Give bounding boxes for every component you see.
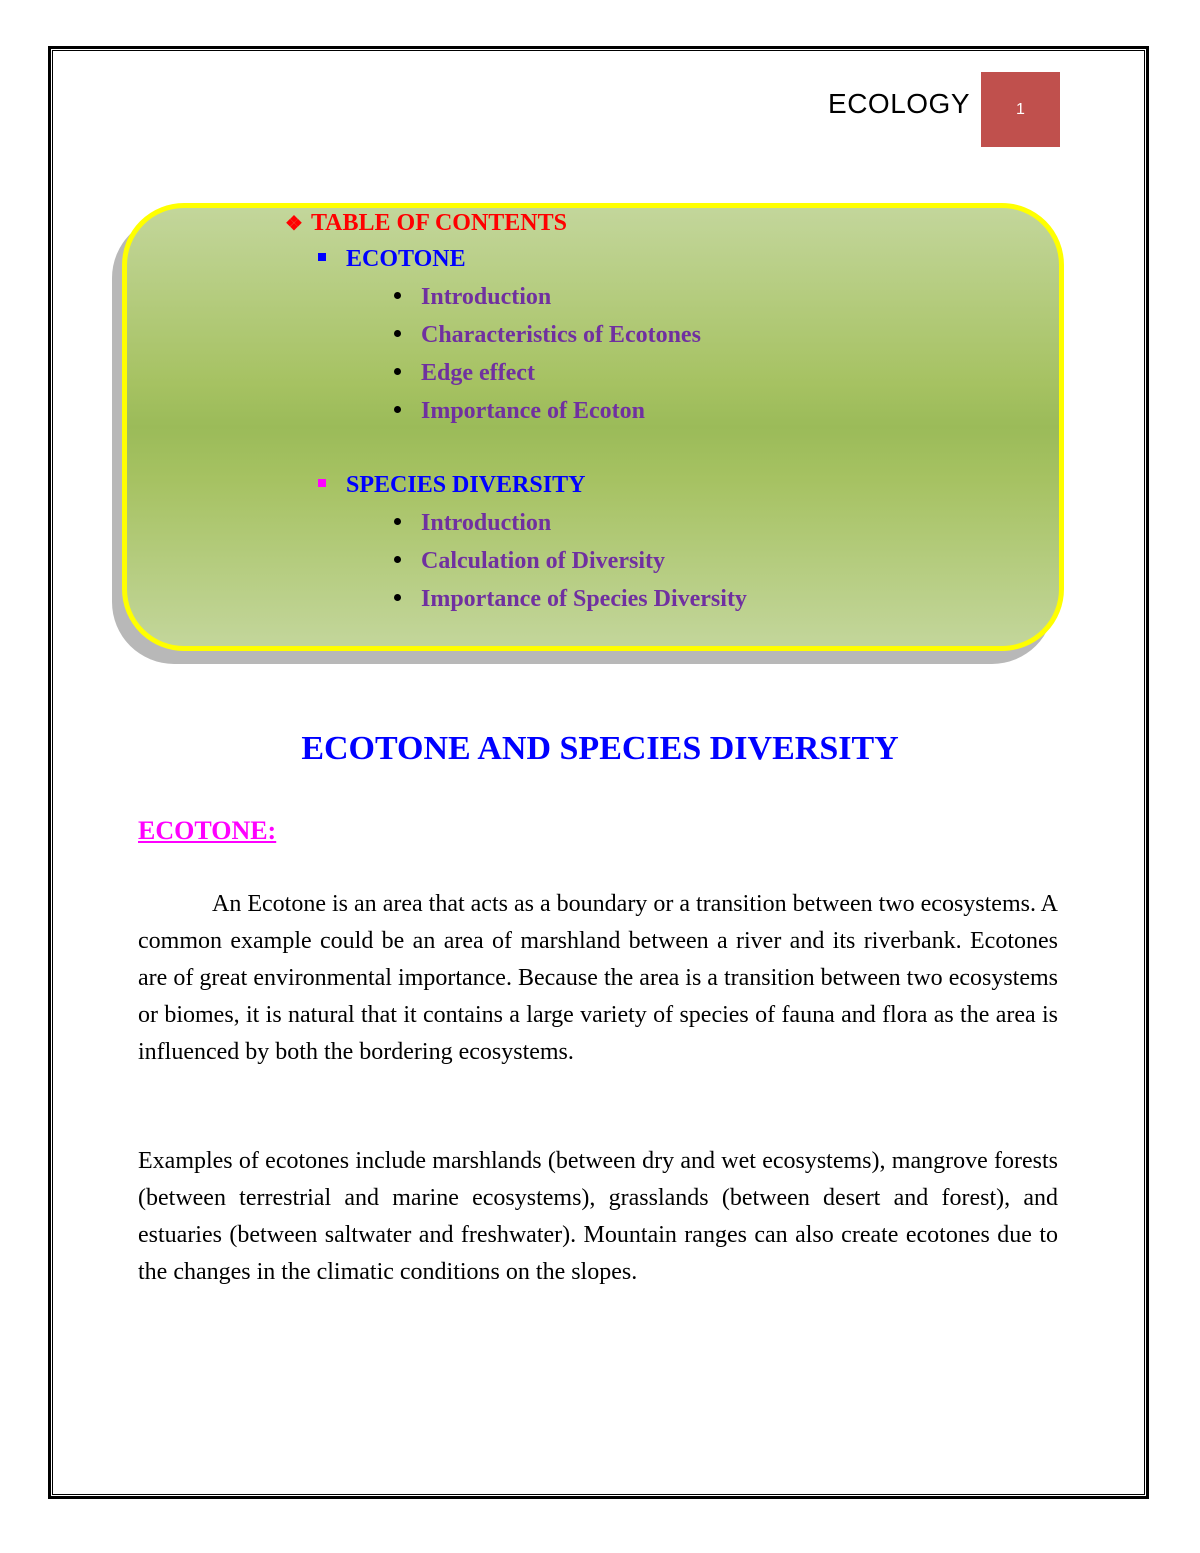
- dot-bullet-icon: [394, 556, 401, 563]
- toc-item-label: Importance of Ecoton: [421, 398, 645, 424]
- toc-item-label: Importance of Species Diversity: [421, 586, 747, 612]
- toc-item: [394, 322, 701, 349]
- toc-item-label: Introduction: [421, 284, 552, 310]
- dot-bullet-icon: [394, 594, 401, 601]
- toc-item: [394, 510, 551, 537]
- toc-section-label: ECOTONE: [346, 246, 466, 272]
- toc-section-ecotone: [318, 246, 466, 273]
- toc-item: [394, 398, 645, 425]
- square-bullet-icon: [318, 253, 326, 261]
- toc-section-label: SPECIES DIVERSITY: [346, 472, 586, 498]
- toc-item-label: Introduction: [421, 510, 552, 536]
- toc-heading-label: TABLE OF CONTENTS: [310, 210, 567, 236]
- dot-bullet-icon: [394, 330, 401, 337]
- section-heading: ECOTONE:: [138, 816, 277, 845]
- dot-bullet-icon: [394, 518, 401, 525]
- toc-heading: [285, 210, 567, 237]
- body-paragraph: An Ecotone is an area that acts as a boundary or a transition between two ecosystems. A common example could be an area of marshland between a river and its riverbank. Ecotones are of great environmental importance. Because the area is a transition between two ecosystems or biomes, it is natural that it contains a large variety of species of fauna and flora as the area is influenced by both the bordering ecosystems.: [138, 891, 1058, 1065]
- toc-box: [122, 203, 1064, 651]
- dot-bullet-icon: [394, 292, 401, 299]
- dot-bullet-icon: [394, 368, 401, 375]
- header-title: ECOLOGY: [828, 88, 970, 119]
- toc-item: [394, 548, 665, 575]
- toc-item-label: Characteristics of Ecotones: [421, 322, 701, 348]
- diamond-bullet-icon: ❖: [285, 213, 303, 235]
- dot-bullet-icon: [394, 406, 401, 413]
- square-bullet-icon: [318, 479, 326, 487]
- page-number-badge: 1: [981, 72, 1060, 147]
- document-title: ECOTONE AND SPECIES DIVERSITY: [301, 730, 899, 767]
- toc-item: [394, 360, 535, 387]
- body-paragraph: Examples of ecotones include marshlands (between dry and wet ecosystems), mangrove forests (between terrestrial and marine ecosystems), grasslands (between desert and forest), and estuaries (between saltwater and freshwater). Mountain ranges can also create ecotones due to the changes in the climatic conditions on the slopes.: [138, 1148, 1058, 1285]
- toc-item: [394, 284, 551, 311]
- toc-item-label: Edge effect: [421, 360, 535, 386]
- toc-item: [394, 586, 747, 613]
- toc-section-species-diversity: [318, 472, 585, 499]
- toc-item-label: Calculation of Diversity: [421, 548, 665, 574]
